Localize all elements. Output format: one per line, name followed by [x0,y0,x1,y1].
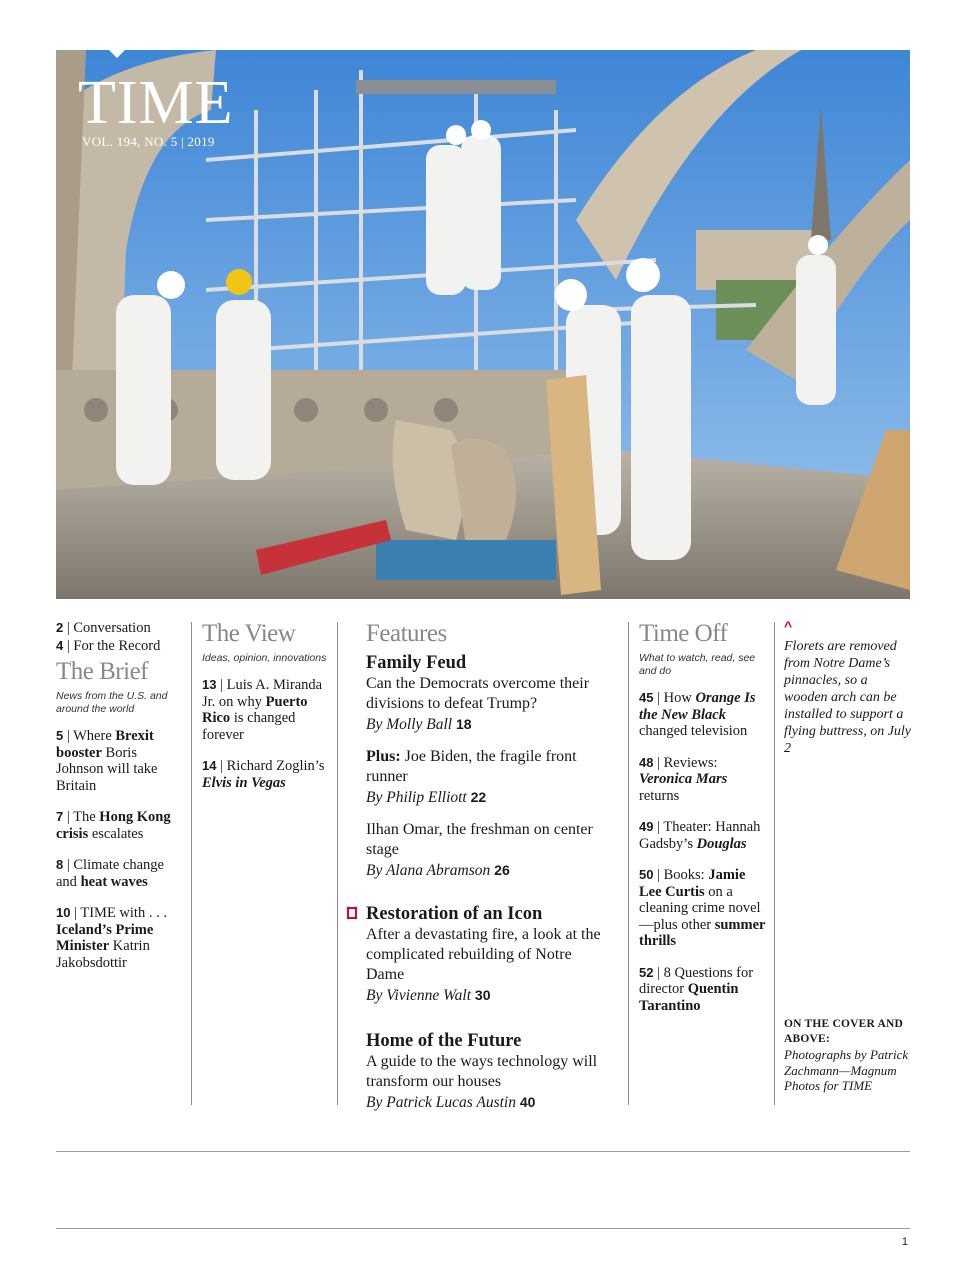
column-divider [628,622,629,1105]
column-divider [191,622,192,1105]
photo-notch [103,44,131,58]
toc-column-brief [56,620,181,986]
feature-headline: Restoration of an Icon [366,904,543,924]
section-title-brief: The Brief [56,658,148,685]
section-title-view: The View [202,620,296,647]
toc-item[interactable]: 13 | Luis A. Miranda Jr. on why Puerto Rico is changed forever [202,677,323,743]
section-subtitle: Ideas, opinion, innovations [202,652,327,664]
section-title-timeoff: Time Off [639,620,728,647]
cover-credit [784,1017,914,1094]
toc-item[interactable]: 10 | TIME with . . . Iceland’s Prime Minister Katrin Jakobsdottir [56,905,167,971]
toc-column-features [366,620,611,1113]
section-subtitle: News from the U.S. and around the world [56,690,168,715]
time-logo: TIME [78,69,234,137]
column-divider [774,622,775,1105]
credit-text: Photographs by Patrick Zachmann—Magnum Photos for TIME [784,1047,909,1093]
toc-item[interactable]: 45 | How Orange Is the New Black changed television [639,690,756,739]
caret-up-icon: ^ [784,618,793,634]
divider [56,1151,910,1152]
feature-item[interactable]: Family Feud Can the Democrats overcome their divisions to defeat Trump? By Molly Ball 18 [366,652,611,735]
credit-heading: ON THE COVER AND ABOVE: [784,1018,903,1045]
toc-item[interactable]: 4 | For the Record [56,637,161,654]
toc-item[interactable]: 7 | The Hong Kong crisis escalates [56,809,171,842]
column-divider [337,622,338,1105]
feature-item[interactable]: Home of the Future A guide to the ways technology will transform our houses By Patrick Lucas Austin 40 [366,1030,611,1113]
photo-caption: Florets are removed from Notre Dame’s pinnacles, so a wooden arch can be installed to support a flying buttress, on July 2 [784,639,912,756]
toc-item[interactable]: 50 | Books: Jamie Lee Curtis on a cleaning crime novel—plus other summer thrills [639,867,766,949]
section-subtitle: What to watch, read, see and do [639,652,756,677]
toc-item[interactable]: 52 | 8 Questions for director Quentin Tarantino [639,964,754,1014]
feature-headline: Home of the Future [366,1031,522,1051]
toc-item[interactable]: 49 | Theater: Hannah Gadsby’s Douglas [639,819,761,852]
feature-headline: Family Feud [366,653,467,673]
feature-item[interactable]: Plus: Joe Biden, the fragile front runner By Philip Elliott 22 [366,748,577,806]
toc-column-view [202,620,330,806]
cover-story-marker-icon [347,907,357,919]
toc-column-timeoff [639,620,767,1029]
feature-item[interactable]: Ilhan Omar, the freshman on center stage By Alana Abramson 26 [366,821,593,879]
page-number: 1 [901,1236,908,1248]
divider [56,1228,910,1229]
feature-item-cover[interactable]: Restoration of an Icon After a devastating fire, a look at the complicated rebuilding of Notre Dame By Vivienne Walt 30 [366,903,611,1006]
toc-item[interactable]: 5 | Where Brexit booster Boris Johnson will take Britain [56,728,158,794]
volume-info: VOL. 194, NO. 5 | 2019 [82,134,215,149]
section-title-features: Features [366,620,447,647]
photo-caption-column [784,620,914,757]
toc-item[interactable]: 8 | Climate change and heat waves [56,857,164,890]
toc-item[interactable]: 14 | Richard Zoglin’s Elvis in Vegas [202,758,325,791]
toc-item[interactable]: 2 | Conversation [56,620,151,636]
toc-item[interactable]: 48 | Reviews: Veronica Mars returns [639,754,728,804]
